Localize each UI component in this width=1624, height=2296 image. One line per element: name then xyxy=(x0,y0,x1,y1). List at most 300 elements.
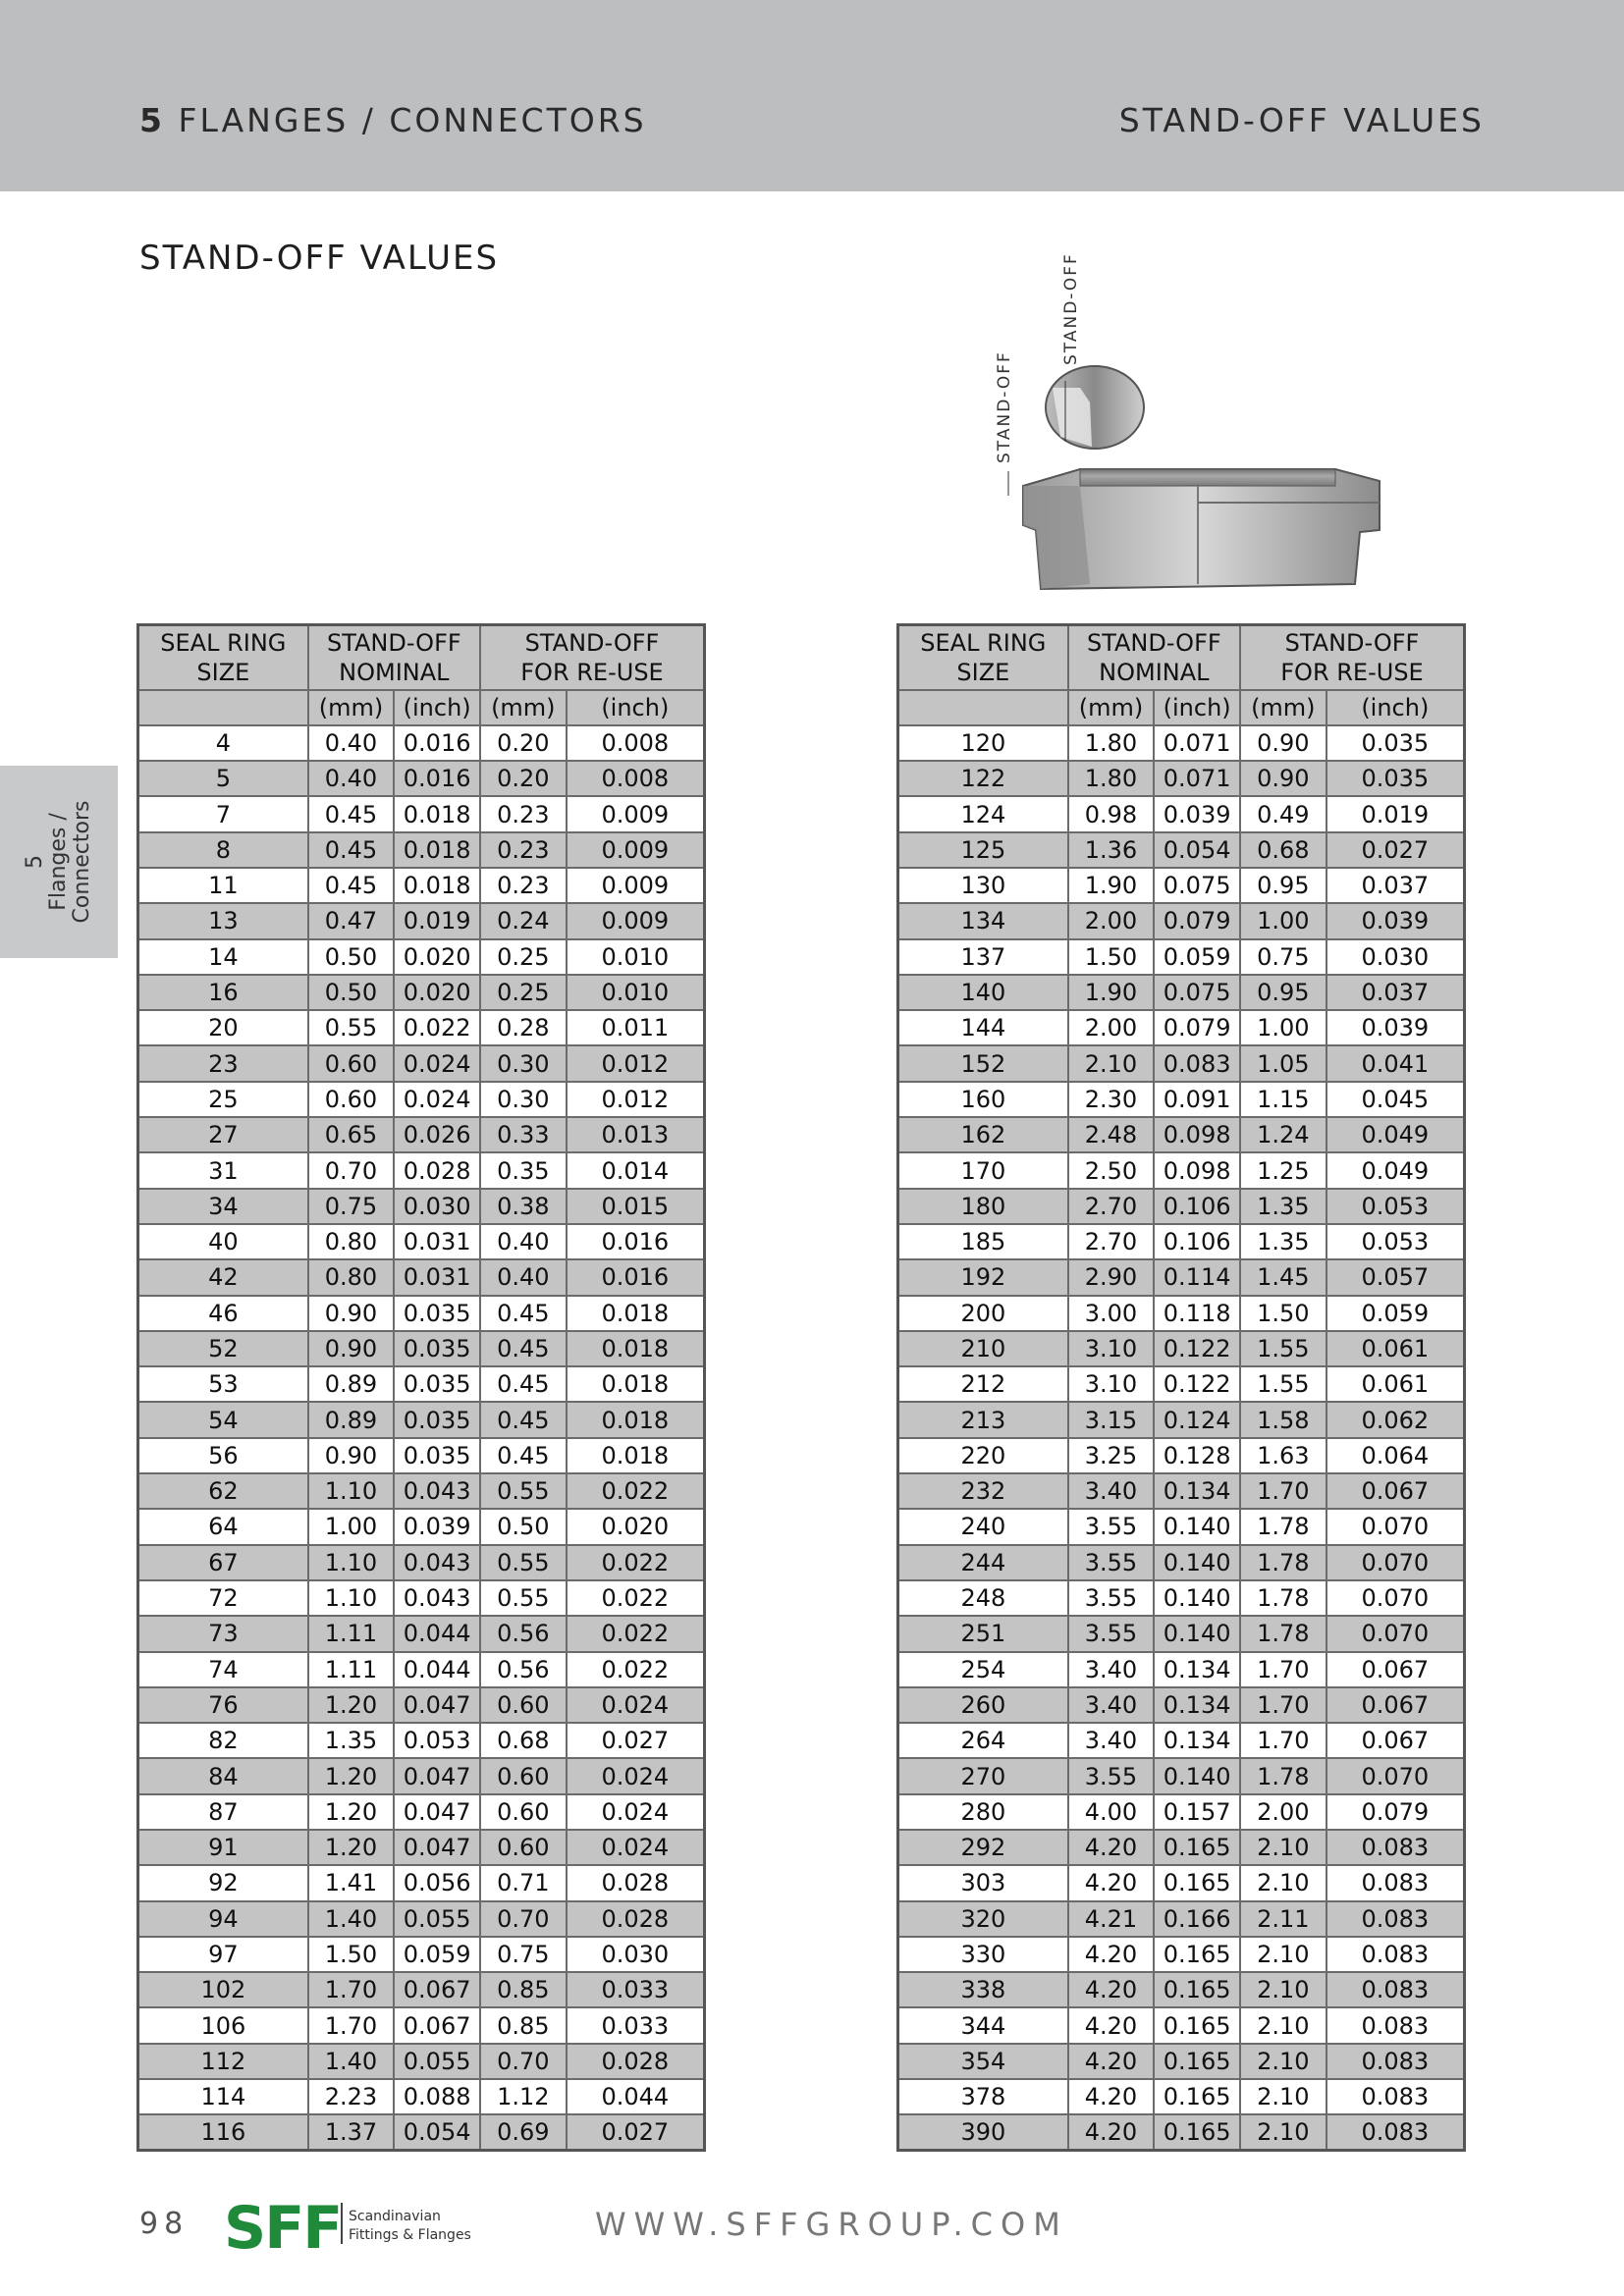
seal-ring-size-cell: 114 xyxy=(138,2079,308,2114)
nominal-mm-cell: 3.40 xyxy=(1068,1723,1155,1758)
nominal-inch-cell: 0.039 xyxy=(394,1509,480,1544)
nominal-inch-cell: 0.075 xyxy=(1154,975,1240,1010)
seal-ring-size-cell: 13 xyxy=(138,903,308,938)
reuse-inch-cell: 0.022 xyxy=(567,1652,705,1687)
reuse-mm-cell: 0.25 xyxy=(480,939,567,975)
nominal-mm-cell: 0.89 xyxy=(308,1402,395,1437)
reuse-inch-cell: 0.067 xyxy=(1326,1723,1465,1758)
table-row xyxy=(898,939,1465,975)
reuse-inch-cell: 0.083 xyxy=(1326,1972,1465,2007)
reuse-inch-cell: 0.057 xyxy=(1326,1259,1465,1295)
nominal-mm-cell: 1.90 xyxy=(1068,975,1155,1010)
nominal-mm-cell: 3.15 xyxy=(1068,1402,1155,1437)
nominal-mm-cell: 2.70 xyxy=(1068,1224,1155,1259)
nominal-inch-cell: 0.106 xyxy=(1154,1224,1240,1259)
reuse-mm-cell: 1.35 xyxy=(1240,1189,1326,1224)
reuse-mm-cell: 2.10 xyxy=(1240,2044,1326,2079)
reuse-mm-cell: 1.00 xyxy=(1240,903,1326,938)
header-stand-off-nominal: STAND-OFF NOMINAL xyxy=(308,625,480,690)
nominal-inch-cell: 0.134 xyxy=(1154,1723,1240,1758)
seal-ring-size-cell: 280 xyxy=(898,1794,1068,1830)
reuse-inch-cell: 0.083 xyxy=(1326,2007,1465,2043)
nominal-mm-cell: 2.48 xyxy=(1068,1117,1155,1152)
reuse-inch-cell: 0.041 xyxy=(1326,1045,1465,1081)
table-row xyxy=(898,1901,1465,1937)
nominal-mm-cell: 1.40 xyxy=(308,2044,395,2079)
seal-ring-size-cell: 251 xyxy=(898,1616,1068,1651)
nominal-inch-cell: 0.053 xyxy=(394,1723,480,1758)
table-row xyxy=(138,1259,705,1295)
seal-ring-size-cell: 97 xyxy=(138,1937,308,1972)
nominal-inch-cell: 0.140 xyxy=(1154,1758,1240,1793)
table-row xyxy=(898,1117,1465,1152)
nominal-mm-cell: 1.70 xyxy=(308,2007,395,2043)
seal-ring-size-cell: 120 xyxy=(898,725,1068,761)
reuse-mm-cell: 0.45 xyxy=(480,1402,567,1437)
nominal-mm-cell: 0.50 xyxy=(308,975,395,1010)
seal-ring-size-cell: 20 xyxy=(138,1010,308,1045)
table-row xyxy=(138,1758,705,1793)
seal-ring-size-cell: 7 xyxy=(138,796,308,831)
nominal-mm-cell: 3.25 xyxy=(1068,1438,1155,1473)
reuse-inch-cell: 0.009 xyxy=(567,868,705,903)
seal-ring-size-cell: 212 xyxy=(898,1366,1068,1402)
nominal-inch-cell: 0.114 xyxy=(1154,1259,1240,1295)
nominal-mm-cell: 3.10 xyxy=(1068,1331,1155,1366)
table-row xyxy=(898,1723,1465,1758)
seal-ring-size-cell: 248 xyxy=(898,1580,1068,1616)
header-unit-inch: (inch) xyxy=(1326,690,1465,725)
reuse-mm-cell: 0.75 xyxy=(1240,939,1326,975)
seal-ring-size-cell: 213 xyxy=(898,1402,1068,1437)
seal-ring-size-cell: 74 xyxy=(138,1652,308,1687)
nominal-inch-cell: 0.165 xyxy=(1154,2079,1240,2114)
nominal-inch-cell: 0.157 xyxy=(1154,1794,1240,1830)
nominal-mm-cell: 2.00 xyxy=(1068,903,1155,938)
seal-ring-size-cell: 260 xyxy=(898,1687,1068,1723)
seal-ring-size-cell: 390 xyxy=(898,2114,1068,2150)
reuse-inch-cell: 0.016 xyxy=(567,1224,705,1259)
header-unit-inch: (inch) xyxy=(1154,690,1240,725)
reuse-mm-cell: 0.25 xyxy=(480,975,567,1010)
nominal-inch-cell: 0.134 xyxy=(1154,1652,1240,1687)
seal-ring-size-cell: 8 xyxy=(138,832,308,868)
nominal-mm-cell: 1.90 xyxy=(1068,868,1155,903)
nominal-mm-cell: 4.20 xyxy=(1068,2007,1155,2043)
nominal-inch-cell: 0.016 xyxy=(394,761,480,796)
nominal-inch-cell: 0.039 xyxy=(1154,796,1240,831)
reuse-mm-cell: 0.45 xyxy=(480,1331,567,1366)
reuse-inch-cell: 0.018 xyxy=(567,1438,705,1473)
nominal-mm-cell: 3.40 xyxy=(1068,1687,1155,1723)
reuse-inch-cell: 0.028 xyxy=(567,1901,705,1937)
reuse-inch-cell: 0.009 xyxy=(567,832,705,868)
reuse-mm-cell: 1.78 xyxy=(1240,1509,1326,1544)
nominal-inch-cell: 0.067 xyxy=(394,1972,480,2007)
stand-off-diagram xyxy=(982,245,1414,609)
nominal-inch-cell: 0.047 xyxy=(394,1794,480,1830)
seal-ring-size-cell: 144 xyxy=(898,1010,1068,1045)
table-row xyxy=(898,1652,1465,1687)
reuse-inch-cell: 0.083 xyxy=(1326,1937,1465,1972)
reuse-mm-cell: 1.24 xyxy=(1240,1117,1326,1152)
nominal-mm-cell: 3.55 xyxy=(1068,1616,1155,1651)
nominal-inch-cell: 0.128 xyxy=(1154,1438,1240,1473)
reuse-inch-cell: 0.039 xyxy=(1326,903,1465,938)
reuse-inch-cell: 0.053 xyxy=(1326,1224,1465,1259)
nominal-inch-cell: 0.118 xyxy=(1154,1296,1240,1331)
header-units-blank xyxy=(898,690,1068,725)
section-number: 5 xyxy=(139,101,165,139)
nominal-mm-cell: 2.10 xyxy=(1068,1045,1155,1081)
seal-ring-size-cell: 106 xyxy=(138,2007,308,2043)
reuse-inch-cell: 0.012 xyxy=(567,1045,705,1081)
nominal-inch-cell: 0.043 xyxy=(394,1545,480,1580)
reuse-mm-cell: 0.38 xyxy=(480,1189,567,1224)
reuse-inch-cell: 0.035 xyxy=(1326,761,1465,796)
table-row xyxy=(138,1152,705,1188)
reuse-mm-cell: 1.70 xyxy=(1240,1687,1326,1723)
seal-ring-size-cell: 122 xyxy=(898,761,1068,796)
nominal-inch-cell: 0.056 xyxy=(394,1865,480,1900)
nominal-mm-cell: 1.36 xyxy=(1068,832,1155,868)
seal-ring-size-cell: 125 xyxy=(898,832,1068,868)
reuse-mm-cell: 0.33 xyxy=(480,1117,567,1152)
sff-logo[interactable] xyxy=(224,2194,471,2263)
reuse-inch-cell: 0.027 xyxy=(1326,832,1465,868)
reuse-mm-cell: 1.70 xyxy=(1240,1652,1326,1687)
reuse-mm-cell: 0.56 xyxy=(480,1652,567,1687)
reuse-mm-cell: 1.78 xyxy=(1240,1545,1326,1580)
reuse-inch-cell: 0.062 xyxy=(1326,1402,1465,1437)
reuse-mm-cell: 0.24 xyxy=(480,903,567,938)
nominal-inch-cell: 0.020 xyxy=(394,939,480,975)
reuse-inch-cell: 0.024 xyxy=(567,1794,705,1830)
nominal-mm-cell: 2.90 xyxy=(1068,1259,1155,1295)
table-row xyxy=(138,725,705,761)
reuse-inch-cell: 0.067 xyxy=(1326,1473,1465,1509)
nominal-mm-cell: 0.80 xyxy=(308,1224,395,1259)
reuse-mm-cell: 0.30 xyxy=(480,1045,567,1081)
table-row xyxy=(898,1687,1465,1723)
reuse-mm-cell: 0.90 xyxy=(1240,761,1326,796)
reuse-inch-cell: 0.083 xyxy=(1326,1901,1465,1937)
nominal-mm-cell: 0.75 xyxy=(308,1189,395,1224)
reuse-mm-cell: 0.68 xyxy=(480,1723,567,1758)
reuse-mm-cell: 1.63 xyxy=(1240,1438,1326,1473)
nominal-mm-cell: 4.20 xyxy=(1068,1937,1155,1972)
seal-ring-size-cell: 31 xyxy=(138,1152,308,1188)
nominal-mm-cell: 1.20 xyxy=(308,1830,395,1865)
nominal-mm-cell: 1.41 xyxy=(308,1865,395,1900)
seal-ring-size-cell: 46 xyxy=(138,1296,308,1331)
header-unit-mm: (mm) xyxy=(480,690,567,725)
nominal-mm-cell: 3.40 xyxy=(1068,1652,1155,1687)
website-link[interactable]: WWW.SFFGROUP.COM xyxy=(595,2206,1068,2243)
table-row xyxy=(138,1616,705,1651)
nominal-mm-cell: 3.55 xyxy=(1068,1545,1155,1580)
nominal-inch-cell: 0.044 xyxy=(394,1652,480,1687)
reuse-mm-cell: 0.60 xyxy=(480,1794,567,1830)
reuse-inch-cell: 0.083 xyxy=(1326,2044,1465,2079)
nominal-inch-cell: 0.122 xyxy=(1154,1366,1240,1402)
seal-ring-size-cell: 270 xyxy=(898,1758,1068,1793)
nominal-mm-cell: 1.11 xyxy=(308,1616,395,1651)
seal-ring-size-cell: 52 xyxy=(138,1331,308,1366)
nominal-mm-cell: 4.20 xyxy=(1068,2079,1155,2114)
nominal-inch-cell: 0.047 xyxy=(394,1687,480,1723)
nominal-inch-cell: 0.054 xyxy=(394,2114,480,2150)
table-row xyxy=(138,868,705,903)
reuse-mm-cell: 1.12 xyxy=(480,2079,567,2114)
section-title-text: FLANGES / CONNECTORS xyxy=(178,101,647,139)
seal-ring-size-cell: 82 xyxy=(138,1723,308,1758)
nominal-mm-cell: 0.90 xyxy=(308,1438,395,1473)
table-row xyxy=(898,1331,1465,1366)
nominal-mm-cell: 0.55 xyxy=(308,1010,395,1045)
reuse-inch-cell: 0.024 xyxy=(567,1758,705,1793)
reuse-inch-cell: 0.018 xyxy=(567,1402,705,1437)
reuse-inch-cell: 0.028 xyxy=(567,1865,705,1900)
reuse-inch-cell: 0.018 xyxy=(567,1331,705,1366)
nominal-mm-cell: 1.70 xyxy=(308,1972,395,2007)
reuse-inch-cell: 0.024 xyxy=(567,1830,705,1865)
nominal-mm-cell: 3.55 xyxy=(1068,1509,1155,1544)
seal-ring-size-cell: 180 xyxy=(898,1189,1068,1224)
reuse-mm-cell: 1.70 xyxy=(1240,1723,1326,1758)
table-row xyxy=(898,1366,1465,1402)
nominal-mm-cell: 1.00 xyxy=(308,1509,395,1544)
header-band xyxy=(0,0,1624,191)
reuse-mm-cell: 2.10 xyxy=(1240,1972,1326,2007)
seal-ring-size-cell: 56 xyxy=(138,1438,308,1473)
nominal-inch-cell: 0.079 xyxy=(1154,903,1240,938)
reuse-inch-cell: 0.016 xyxy=(567,1259,705,1295)
table-row xyxy=(898,1473,1465,1509)
seal-ring-size-cell: 112 xyxy=(138,2044,308,2079)
nominal-inch-cell: 0.067 xyxy=(394,2007,480,2043)
reuse-mm-cell: 0.60 xyxy=(480,1830,567,1865)
table-row xyxy=(138,2007,705,2043)
nominal-inch-cell: 0.035 xyxy=(394,1366,480,1402)
stand-off-label-top: STAND-OFF xyxy=(1061,252,1081,365)
reuse-mm-cell: 0.45 xyxy=(480,1296,567,1331)
reuse-mm-cell: 0.85 xyxy=(480,2007,567,2043)
header-stand-off-reuse: STAND-OFF FOR RE-USE xyxy=(1240,625,1465,690)
nominal-inch-cell: 0.079 xyxy=(1154,1010,1240,1045)
reuse-mm-cell: 0.60 xyxy=(480,1687,567,1723)
table-row xyxy=(138,1652,705,1687)
nominal-inch-cell: 0.035 xyxy=(394,1402,480,1437)
reuse-mm-cell: 1.15 xyxy=(1240,1082,1326,1117)
nominal-mm-cell: 0.45 xyxy=(308,796,395,831)
reuse-mm-cell: 0.55 xyxy=(480,1545,567,1580)
nominal-mm-cell: 0.45 xyxy=(308,868,395,903)
reuse-inch-cell: 0.018 xyxy=(567,1366,705,1402)
seal-ring-size-cell: 54 xyxy=(138,1402,308,1437)
nominal-mm-cell: 1.40 xyxy=(308,1901,395,1937)
nominal-inch-cell: 0.098 xyxy=(1154,1117,1240,1152)
reuse-mm-cell: 0.70 xyxy=(480,2044,567,2079)
nominal-inch-cell: 0.140 xyxy=(1154,1509,1240,1544)
table-row xyxy=(898,2079,1465,2114)
nominal-inch-cell: 0.165 xyxy=(1154,1972,1240,2007)
seal-ring-size-cell: 254 xyxy=(898,1652,1068,1687)
nominal-inch-cell: 0.047 xyxy=(394,1830,480,1865)
nominal-inch-cell: 0.044 xyxy=(394,1616,480,1651)
header-seal-ring-size: SEAL RING SIZE xyxy=(898,625,1068,690)
seal-ring-size-cell: 160 xyxy=(898,1082,1068,1117)
reuse-mm-cell: 0.55 xyxy=(480,1473,567,1509)
table-row xyxy=(898,1580,1465,1616)
seal-ring-size-cell: 16 xyxy=(138,975,308,1010)
reuse-mm-cell: 0.68 xyxy=(1240,832,1326,868)
nominal-mm-cell: 2.50 xyxy=(1068,1152,1155,1188)
nominal-inch-cell: 0.054 xyxy=(1154,832,1240,868)
reuse-inch-cell: 0.037 xyxy=(1326,975,1465,1010)
table-row xyxy=(898,725,1465,761)
nominal-mm-cell: 0.40 xyxy=(308,725,395,761)
nominal-mm-cell: 1.10 xyxy=(308,1473,395,1509)
seal-ring-size-cell: 5 xyxy=(138,761,308,796)
header-unit-inch: (inch) xyxy=(394,690,480,725)
table-row xyxy=(898,1509,1465,1544)
nominal-mm-cell: 3.55 xyxy=(1068,1580,1155,1616)
reuse-mm-cell: 0.45 xyxy=(480,1438,567,1473)
header-unit-inch: (inch) xyxy=(567,690,705,725)
reuse-inch-cell: 0.027 xyxy=(567,2114,705,2150)
table-row xyxy=(138,1545,705,1580)
reuse-mm-cell: 1.58 xyxy=(1240,1402,1326,1437)
table-row xyxy=(898,1189,1465,1224)
reuse-inch-cell: 0.024 xyxy=(567,1687,705,1723)
seal-ring-size-cell: 102 xyxy=(138,1972,308,2007)
table-row xyxy=(138,796,705,831)
nominal-mm-cell: 4.20 xyxy=(1068,2044,1155,2079)
nominal-mm-cell: 3.10 xyxy=(1068,1366,1155,1402)
table-row xyxy=(898,1545,1465,1580)
table-row xyxy=(898,761,1465,796)
nominal-mm-cell: 4.00 xyxy=(1068,1794,1155,1830)
reuse-mm-cell: 0.75 xyxy=(480,1937,567,1972)
reuse-inch-cell: 0.049 xyxy=(1326,1117,1465,1152)
seal-ring-size-cell: 320 xyxy=(898,1901,1068,1937)
table-row xyxy=(898,1259,1465,1295)
reuse-mm-cell: 2.00 xyxy=(1240,1794,1326,1830)
table-row xyxy=(898,1972,1465,2007)
reuse-mm-cell: 0.20 xyxy=(480,761,567,796)
reuse-inch-cell: 0.044 xyxy=(567,2079,705,2114)
seal-ring-size-cell: 140 xyxy=(898,975,1068,1010)
nominal-mm-cell: 0.70 xyxy=(308,1152,395,1188)
reuse-mm-cell: 2.10 xyxy=(1240,2007,1326,2043)
table-row xyxy=(898,1082,1465,1117)
seal-ring-size-cell: 62 xyxy=(138,1473,308,1509)
reuse-inch-cell: 0.083 xyxy=(1326,1865,1465,1900)
table-row xyxy=(898,1152,1465,1188)
seal-ring-size-cell: 72 xyxy=(138,1580,308,1616)
reuse-inch-cell: 0.070 xyxy=(1326,1545,1465,1580)
nominal-inch-cell: 0.165 xyxy=(1154,2007,1240,2043)
nominal-inch-cell: 0.024 xyxy=(394,1082,480,1117)
table-row xyxy=(898,1794,1465,1830)
seal-ring-size-cell: 53 xyxy=(138,1366,308,1402)
reuse-inch-cell: 0.083 xyxy=(1326,1830,1465,1865)
table-row xyxy=(138,1687,705,1723)
reuse-mm-cell: 0.90 xyxy=(1240,725,1326,761)
nominal-mm-cell: 1.80 xyxy=(1068,725,1155,761)
reuse-mm-cell: 0.55 xyxy=(480,1580,567,1616)
nominal-inch-cell: 0.166 xyxy=(1154,1901,1240,1937)
seal-ring-size-cell: 134 xyxy=(898,903,1068,938)
table-row xyxy=(138,1830,705,1865)
nominal-mm-cell: 1.35 xyxy=(308,1723,395,1758)
seal-ring-size-cell: 14 xyxy=(138,939,308,975)
reuse-mm-cell: 0.71 xyxy=(480,1865,567,1900)
table-row xyxy=(138,939,705,975)
table-row xyxy=(138,1224,705,1259)
table-row xyxy=(898,868,1465,903)
nominal-mm-cell: 1.11 xyxy=(308,1652,395,1687)
table-row xyxy=(898,2007,1465,2043)
table-row xyxy=(138,1331,705,1366)
side-tab[interactable] xyxy=(0,766,118,958)
nominal-mm-cell: 4.20 xyxy=(1068,2114,1155,2150)
seal-ring-size-cell: 264 xyxy=(898,1723,1068,1758)
seal-ring-size-cell: 162 xyxy=(898,1117,1068,1152)
table-row xyxy=(138,1438,705,1473)
seal-ring-size-cell: 40 xyxy=(138,1224,308,1259)
seal-ring-size-cell: 124 xyxy=(898,796,1068,831)
seal-ring-size-cell: 42 xyxy=(138,1259,308,1295)
table-row xyxy=(898,1616,1465,1651)
seal-ring-size-cell: 116 xyxy=(138,2114,308,2150)
nominal-inch-cell: 0.075 xyxy=(1154,868,1240,903)
seal-ring-size-cell: 27 xyxy=(138,1117,308,1152)
nominal-mm-cell: 4.20 xyxy=(1068,1830,1155,1865)
seal-ring-size-cell: 76 xyxy=(138,1687,308,1723)
seal-ring-size-cell: 170 xyxy=(898,1152,1068,1188)
reuse-mm-cell: 0.30 xyxy=(480,1082,567,1117)
reuse-mm-cell: 2.10 xyxy=(1240,1830,1326,1865)
reuse-inch-cell: 0.009 xyxy=(567,903,705,938)
nominal-inch-cell: 0.083 xyxy=(1154,1045,1240,1081)
nominal-inch-cell: 0.016 xyxy=(394,725,480,761)
seal-ring-size-cell: 94 xyxy=(138,1901,308,1937)
side-tab-label: 5 Flanges / Connectors xyxy=(23,800,94,924)
nominal-mm-cell: 0.65 xyxy=(308,1117,395,1152)
reuse-inch-cell: 0.014 xyxy=(567,1152,705,1188)
nominal-mm-cell: 2.23 xyxy=(308,2079,395,2114)
seal-ring-size-cell: 4 xyxy=(138,725,308,761)
table-row xyxy=(138,1901,705,1937)
nominal-inch-cell: 0.124 xyxy=(1154,1402,1240,1437)
seal-ring-size-cell: 87 xyxy=(138,1794,308,1830)
table-row xyxy=(138,1010,705,1045)
nominal-inch-cell: 0.020 xyxy=(394,975,480,1010)
seal-ring-size-cell: 210 xyxy=(898,1331,1068,1366)
table-row xyxy=(138,1794,705,1830)
reuse-inch-cell: 0.028 xyxy=(567,2044,705,2079)
reuse-inch-cell: 0.022 xyxy=(567,1580,705,1616)
page-title: STAND-OFF VALUES xyxy=(139,239,500,278)
reuse-inch-cell: 0.070 xyxy=(1326,1758,1465,1793)
nominal-mm-cell: 1.20 xyxy=(308,1687,395,1723)
nominal-inch-cell: 0.165 xyxy=(1154,2114,1240,2150)
reuse-mm-cell: 0.23 xyxy=(480,868,567,903)
header-units-blank xyxy=(138,690,308,725)
table-row xyxy=(138,1865,705,1900)
